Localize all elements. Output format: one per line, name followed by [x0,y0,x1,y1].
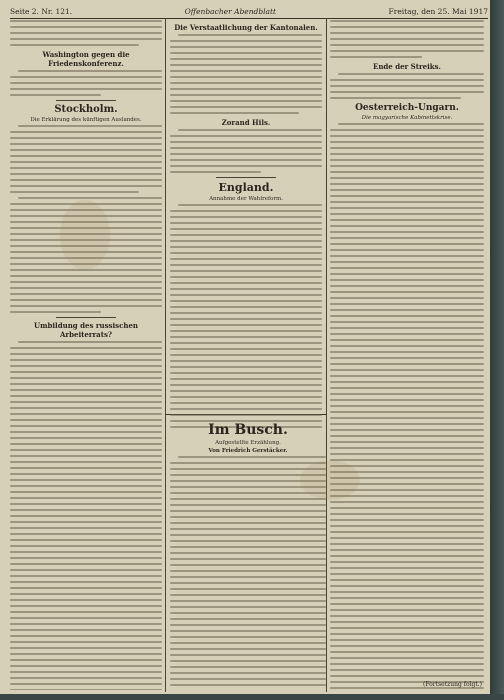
subheadline: Die magyarische Kabinettskrise. [361,115,453,121]
headline: Washington gegen die Friedenskonferenz. [42,50,130,68]
headline: Zorand Hils. [221,118,271,127]
headline: Umbildung des russischen Arbeiterrats? [33,321,138,339]
separator [56,317,117,318]
header-center: Offenbacher Abendblatt [184,6,277,16]
paper-stain [60,200,110,270]
binding-edge [490,0,504,700]
headline: Stockholm. [54,104,118,115]
column-2 [170,20,322,432]
column-1 [10,20,162,690]
article-text [170,129,322,173]
header-right: Freitag, den 25. Mai 1917 [388,6,488,16]
subheadline: Die Erklärung des künftigen Auslandes. [30,117,142,123]
page-header [10,4,488,18]
article-text [10,20,162,46]
article-text [170,204,322,432]
page-edge [0,694,504,700]
article-text [10,341,162,690]
continuation-note: (Fortsetzung folgt.) [423,681,482,688]
story-title: Im Busch. [208,422,288,438]
headline: Oesterreich-Ungarn. [355,103,459,113]
article-text [170,34,322,114]
story-text [170,456,326,690]
story-subtitle: Aufgestellte Erzählung. [215,440,281,446]
article-text [330,73,484,99]
headline: England. [218,181,274,194]
header-rule [10,18,488,19]
feuilleton-story [170,418,326,690]
column-rule-2 [326,18,327,692]
column-rule-1 [165,18,166,692]
headline: Die Verstaatlichung der Kantonalen. [174,23,318,32]
separator [216,177,277,178]
article-text [330,123,484,689]
headline: Ende der Streiks. [372,62,441,71]
article-text [330,20,484,58]
header-left: Seite 2. Nr. 121. [10,6,73,16]
column-3 [330,20,484,690]
subheadline: Annahme der Wahlreform. [209,196,283,202]
story-author: Von Friedrich Gerstäcker. [208,448,288,454]
separator [56,100,117,101]
paper-stain [300,460,360,500]
article-text [10,70,162,96]
